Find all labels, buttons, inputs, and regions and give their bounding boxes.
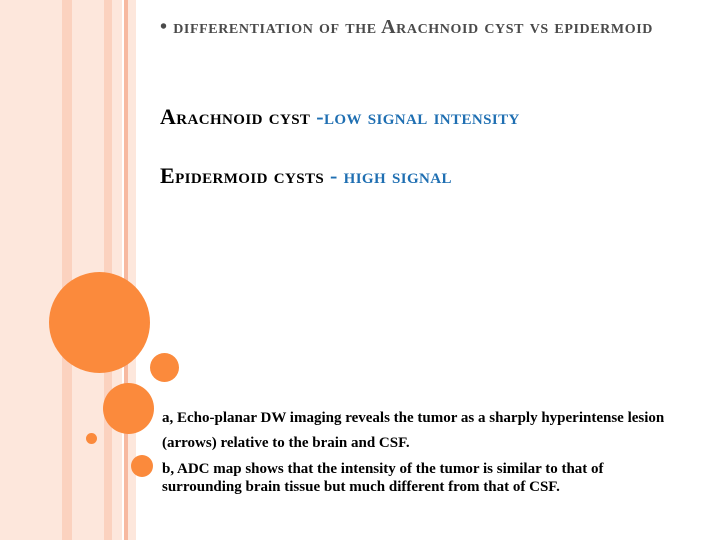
decorative-circle-large (49, 272, 150, 373)
arachnoid-value: low signal intensity (323, 104, 520, 129)
epidermoid-separator: - (324, 163, 344, 188)
decorative-circle-small (150, 353, 179, 382)
arachnoid-label: Arachnoid cyst (160, 104, 311, 129)
bullet-icon: • (160, 16, 168, 38)
decorative-circle-tiny (86, 433, 97, 444)
slide-heading (160, 12, 690, 42)
arachnoid-line (160, 104, 520, 130)
decorative-stripes (0, 0, 140, 540)
arachnoid-separator: - (310, 104, 324, 129)
decorative-circle-medium (103, 383, 154, 434)
caption-a: a, Echo-planar DW imaging reveals the tumor as a sharply hyperintense lesion (arrows) relative to the brain and CSF. (162, 410, 665, 451)
epidermoid-label: Epidermoid cysts (160, 163, 325, 188)
slide-heading-text: differentiation of the Arachnoid cyst vs epidermoid (173, 16, 653, 38)
epidermoid-line (160, 163, 452, 189)
decorative-circle-small-lower (131, 455, 153, 477)
figure-caption (162, 406, 682, 496)
caption-b: b, ADC map shows that the intensity of the tumor is similar to that of surrounding brain tissue but much different from that of CSF. (162, 461, 604, 495)
epidermoid-value: high signal (343, 163, 452, 188)
